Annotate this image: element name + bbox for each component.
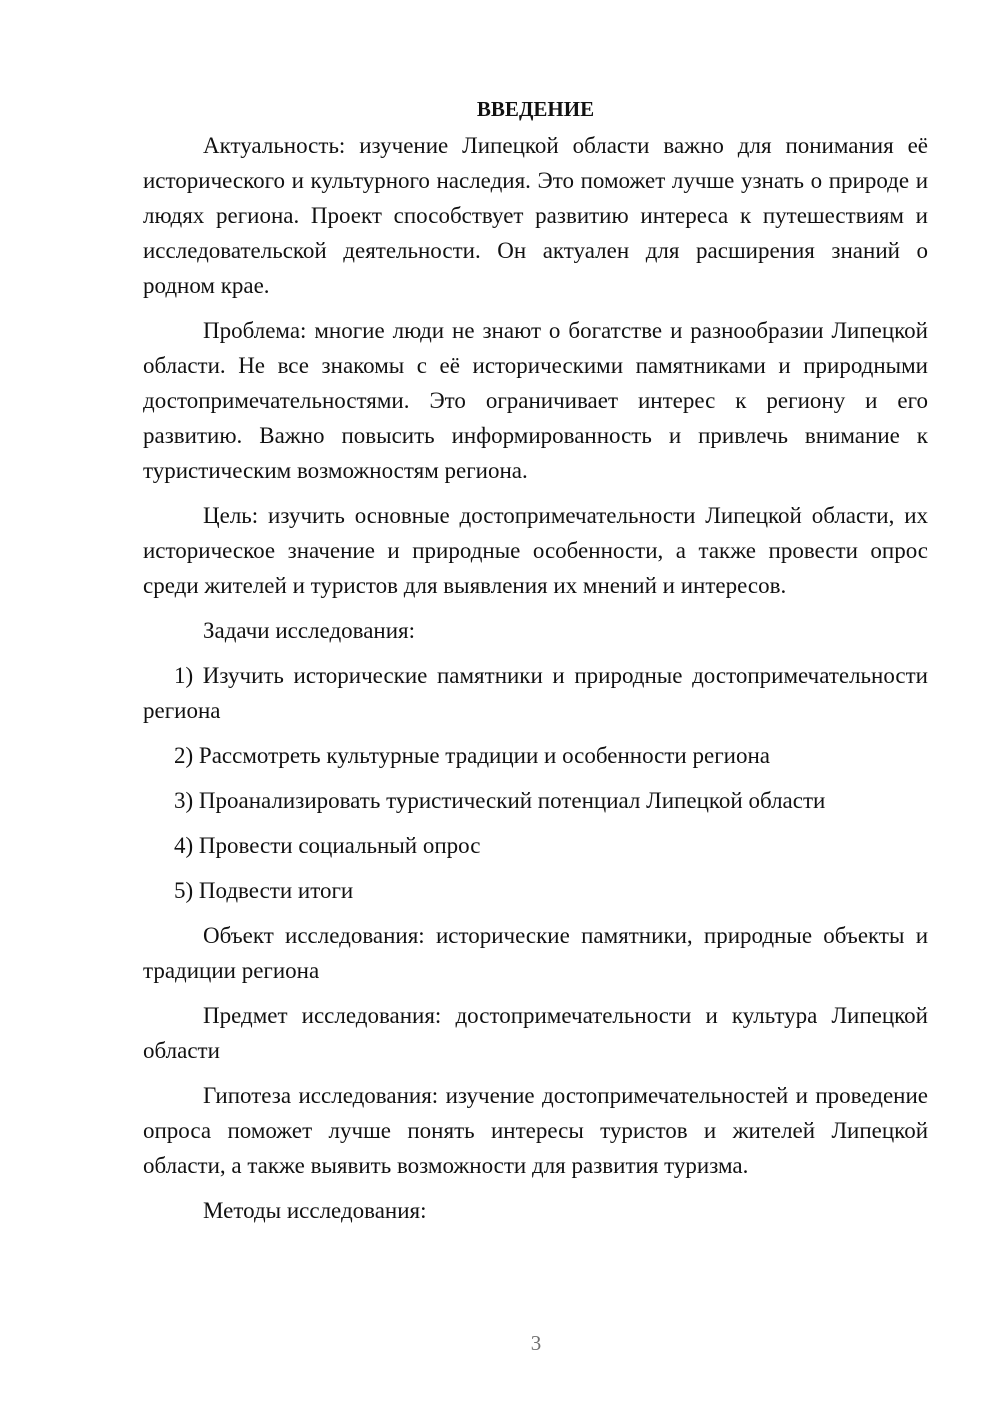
task-item-4: 4) Провести социальный опрос: [174, 833, 481, 858]
task-item-5: 5) Подвести итоги: [174, 878, 354, 903]
task-item-1: 1) Изучить исторические памятники и природные достопримечательности региона: [143, 663, 928, 723]
subject-paragraph: Предмет исследования: достопримечательности и культура Липецкой области: [143, 1003, 928, 1063]
tasks-heading: Задачи исследования:: [203, 618, 416, 643]
methods-heading: Методы исследования:: [203, 1198, 427, 1223]
section-title: ВВЕДЕНИЕ: [476, 97, 595, 121]
task-item-3: 3) Проанализировать туристический потенциал Липецкой области: [174, 788, 826, 813]
hypothesis-paragraph: Гипотеза исследования: изучение достопримечательностей и проведение опроса поможет лучше понять интересы туристов и жителей Липецкой области, а также выявить возможности для развития туризма.: [143, 1083, 928, 1178]
problem-paragraph: Проблема: многие люди не знают о богатстве и разнообразии Липецкой области. Не все знакомы с её историческими памятниками и природными достопримечательностями. Это ограничивает интерес к региону и его развитию. Важно повысить информированность и привлечь внимание к туристическим возможностям региона.: [143, 318, 928, 483]
relevance-paragraph: Актуальность: изучение Липецкой области важно для понимания её исторического и культурного наследия. Это поможет лучше узнать о природе и людях региона. Проект способствует развитию интереса к путешествиям и исследовательской деятельности. Он актуален для расширения знаний о родном крае.: [143, 133, 928, 298]
goal-paragraph: Цель: изучить основные достопримечательности Липецкой области, их историческое значение и природные особенности, а также провести опрос среди жителей и туристов для выявления их мнений и интересов.: [143, 503, 928, 598]
page-content: [143, 92, 928, 1228]
task-item-2: 2) Рассмотреть культурные традиции и особенности региона: [174, 743, 770, 768]
page-number: 3: [530, 1331, 542, 1355]
object-paragraph: Объект исследования: исторические памятники, природные объекты и традиции региона: [143, 923, 928, 983]
